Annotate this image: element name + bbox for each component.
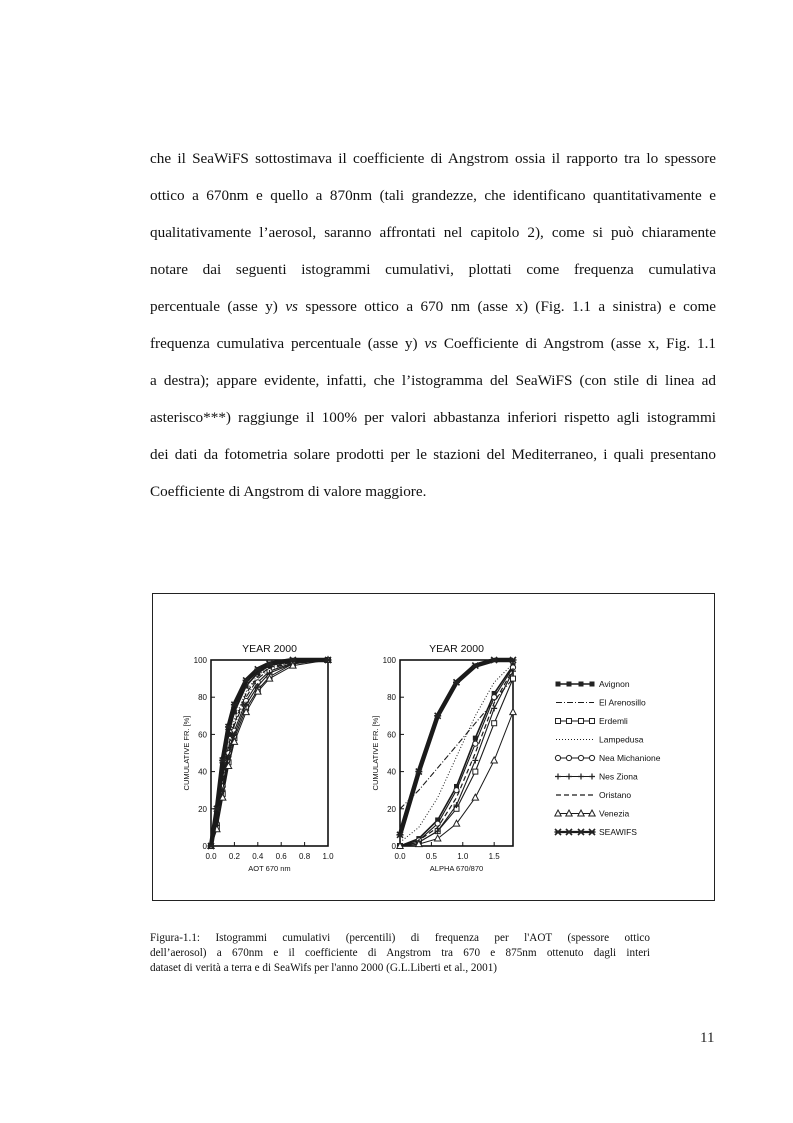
caption-line: dell’aerosol) a 670nm e il coefficiente di Angstrom tra 670 e 875nm ottenuto dagli interi [150,947,650,959]
body-line: qualitativamente l’aerosol, saranno affrontati nel capitolo 2), come si può chiaramente [150,224,716,241]
body-line: dei dati da fotometria solare prodotti per le stazioni del Mediterraneo, i quali presentano [150,446,716,463]
legend-marker [590,719,595,724]
legend-marker [579,682,584,687]
body-line: frequenza cumulativa percentuale (asse y) vs Coefficiente di Angstrom (asse x, Fig. 1.1 [150,335,716,352]
x-tick-label: 1.5 [488,852,500,861]
legend-label: Avignon [599,679,630,689]
legend-marker [555,774,561,780]
y-tick-label: 0 [391,842,396,851]
body-line: ottico a 670nm e quello a 870nm (tali grandezze, che identificano quantitativamente e [150,187,716,204]
chart-legend [555,679,661,837]
legend-marker [566,755,571,760]
x-tick-label: 0.2 [228,852,240,861]
x-tick-label: 0.6 [275,852,287,861]
y-tick-label: 0 [202,842,207,851]
legend-marker [578,774,584,780]
series-point [492,721,497,726]
series-point [472,794,478,800]
legend-label: Venezia [599,808,630,819]
y-tick-label: 40 [198,767,207,777]
page-number: 11 [700,1030,715,1046]
legend-marker [567,682,572,687]
y-tick-label: 60 [387,730,396,740]
plot-frame [400,660,513,846]
caption-line: dataset di verità a terra e di SeaWifs per l'anno 2000 (G.L.Liberti et al., 2001) [150,962,498,974]
legend-marker [589,774,595,780]
body-line: a destra); appare evidente, infatti, che l’istogramma del SeaWiFS (con stile di linea ad [150,372,716,389]
body-line: percentuale (asse y) vs spessore ottico a 670 nm (asse x) (Fig. 1.1 a sinistra) e come [150,298,717,315]
series-point [491,705,497,711]
legend-label: El Arenosillo [599,697,646,708]
legend-marker [567,719,572,724]
series-point [435,821,440,826]
legend-marker [556,719,561,724]
body-line: che il SeaWiFS sottostimava il coefficiente di Angstrom ossia il rapporto tra lo spessore [150,150,716,167]
x-tick-label: 0.0 [394,852,406,861]
x-tick-label: 0.5 [425,852,437,861]
legend-marker [555,829,562,835]
legend-label: Lampedusa [599,734,644,745]
y-tick-label: 20 [387,804,396,814]
caption-line: Figura-1.1: Istogrammi cumulativi (percentili) di frequenza per l'AOT (spessore ottico [150,932,650,944]
x-tick-label: 0.8 [299,852,311,861]
legend-label: Erdemli [599,716,628,726]
legend-marker [579,719,584,724]
series-point [434,835,440,841]
x-tick-label: 1.0 [457,852,469,861]
x-tick-label: 0.4 [252,852,264,861]
body-line: Coefficiente di Angstrom di valore maggiore. [150,483,427,500]
x-axis-label: ALPHA 670/870 [429,864,484,873]
figure-plot-svg [153,594,714,900]
y-axis-label: CUMULATIVE FR. [%] [371,715,380,791]
body-paragraph [150,140,716,510]
legend-marker [578,755,583,760]
chart-title: YEAR 2000 [429,643,484,655]
series-point [473,769,478,774]
figure-caption [150,931,650,976]
series-point [473,741,478,746]
series-point [511,676,516,681]
legend-label: Nea Michanione [599,753,661,763]
body-line: asterisco***) raggiunge il 100% per valori abbastanza inferiori rispetto agli istogrammi [150,409,716,426]
y-tick-label: 60 [198,730,207,740]
legend-marker [566,829,573,835]
y-tick-label: 100 [193,656,207,665]
legend-marker [590,682,595,687]
legend-label: SEAWIFS [599,827,637,837]
legend-label: Nes Ziona [599,771,638,782]
figure-1-1 [152,593,715,901]
x-axis-label: AOT 670 nm [248,864,291,873]
y-tick-label: 40 [387,767,396,777]
x-tick-label: 1.0 [322,852,334,861]
chart-aot-670 [182,643,334,873]
chart-title: YEAR 2000 [242,643,297,655]
chart-alpha-670-870 [371,643,517,873]
legend-marker [556,682,561,687]
legend-marker [589,829,596,835]
legend-marker [555,755,560,760]
series-point [510,709,516,715]
y-tick-label: 80 [387,693,396,703]
legend-marker [578,829,585,835]
y-tick-label: 20 [198,804,207,814]
y-tick-label: 100 [382,656,396,665]
legend-label: Oristano [599,790,632,800]
y-tick-label: 80 [198,693,207,703]
series-point [491,757,497,763]
x-tick-label: 0.0 [205,852,217,861]
body-line: notare dai seguenti istogrammi cumulativi, plottati come frequenza cumulativa [150,261,716,278]
legend-marker [589,755,594,760]
y-axis-label: CUMULATIVE FR. [%] [182,715,191,791]
legend-marker [566,774,572,780]
